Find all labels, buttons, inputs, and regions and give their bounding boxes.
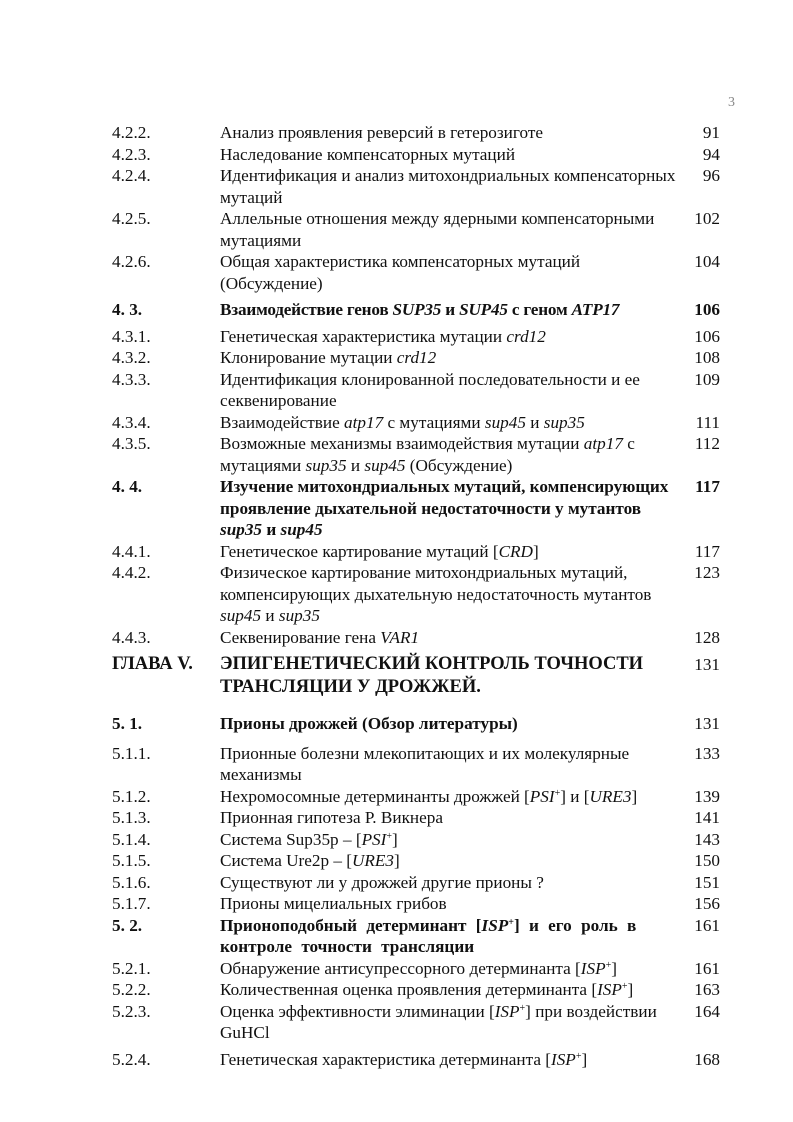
toc-entry-4-2-3: [112, 144, 722, 166]
entry-number: 5.1.2.: [112, 786, 151, 806]
entry-title: Взаимодействие генов SUP35 и SUP45 с геном ATP17: [220, 300, 620, 319]
toc-section-5-2: [112, 915, 722, 958]
toc-entry-4-2-6: [112, 251, 722, 294]
entry-number: 5. 2.: [112, 915, 143, 935]
entry-page: 164: [694, 1001, 720, 1021]
toc-entry-5-2-4: [112, 1049, 722, 1071]
toc-entry-5-2-1: [112, 958, 722, 980]
entry-page: 117: [695, 477, 720, 496]
entry-title: Прионоподобный детерминант [ISP+] и его роль в контроле точности трансляции: [220, 915, 637, 956]
toc-entry-5-1-6: [112, 872, 722, 894]
toc-entry-4-3-3: [112, 369, 722, 412]
entry-page: 161: [694, 915, 720, 935]
chapter-number: ГЛАВА V.: [112, 654, 193, 674]
entry-number: 4. 3.: [112, 300, 143, 319]
toc-entry-4-2-2: [112, 122, 722, 144]
page-number: 3: [728, 95, 735, 110]
entry-title: Существуют ли у дрожжей другие прионы ?: [220, 872, 544, 892]
toc-entry-5-1-1: [112, 743, 722, 786]
entry-page: 128: [694, 627, 720, 647]
entry-number: 5.1.5.: [112, 851, 151, 870]
entry-number: 5.1.7.: [112, 894, 151, 913]
entry-title: Оценка эффективности элиминации [ISP+] при воздействии GuHCl: [220, 1001, 657, 1042]
entry-number: 4.2.6.: [112, 252, 151, 271]
toc-entry-5-2-2: [112, 979, 722, 1001]
entry-number: 4.3.5.: [112, 434, 151, 453]
entry-page: 123: [694, 563, 720, 582]
entry-page: 143: [694, 829, 720, 849]
toc-entry-5-1-3: [112, 807, 722, 829]
toc-entry-5-1-2: [112, 786, 722, 808]
entry-number: 4.4.3.: [112, 627, 151, 647]
chapter-page: 131: [694, 655, 720, 674]
entry-title: Анализ проявления реверсий в гетерозиготе: [220, 123, 543, 142]
entry-title: Возможные механизмы взаимодействия мутации atp17 с мутациями sup35 и sup45 (Обсуждение): [220, 434, 635, 475]
entry-page: 96: [702, 166, 720, 185]
entry-number: 4. 4.: [112, 477, 143, 496]
entry-number: 5.2.1.: [112, 958, 151, 978]
entry-number: 4.3.4.: [112, 412, 151, 432]
entry-title: Система Ure2p – [URE3]: [220, 851, 400, 870]
chapter-title: ЭПИГЕНЕТИЧЕСКИЙ КОНТРОЛЬ ТОЧНОСТИ ТРАНСЛЯЦИИ У ДРОЖЖЕЙ.: [220, 654, 644, 697]
entry-number: 4.3.2.: [112, 348, 151, 367]
toc-entry-5-1-7: [112, 893, 722, 915]
entry-number: 4.2.2.: [112, 123, 151, 142]
entry-title: Общая характеристика компенсаторных мутаций (Обсуждение): [220, 252, 581, 293]
toc-entry-4-3-4: [112, 412, 722, 434]
entry-title: Генетическая характеристика мутации crd12: [220, 326, 546, 346]
entry-title: Прионная гипотеза Р. Викнера: [220, 808, 443, 827]
entry-number: 4.4.2.: [112, 563, 151, 582]
entry-page: 108: [694, 348, 720, 367]
entry-title: Взаимодействие atp17 с мутациями sup45 и sup35: [220, 412, 585, 432]
entry-number: 5. 1.: [112, 714, 143, 733]
entry-page: 102: [694, 209, 720, 228]
toc-entry-4-4-3: [112, 627, 722, 649]
entry-title: Система Sup35p – [PSI+]: [220, 829, 398, 849]
entry-page: 117: [694, 541, 720, 561]
toc-section-4-3: [112, 299, 722, 321]
entry-title: Изучение митохондриальных мутаций, компенсирующих проявление дыхательной недостаточности у мутантов sup35 и sup45: [220, 477, 669, 539]
entry-page: 94: [702, 144, 720, 164]
entry-page: 106: [694, 300, 720, 319]
entry-title: Физическое картирование митохондриальных мутаций, компенсирующих дыхательную недостаточность мутантов sup45 и sup35: [220, 563, 652, 625]
entry-number: 5.1.6.: [112, 872, 151, 892]
toc-entry-4-4-2: [112, 562, 722, 627]
entry-number: 4.2.3.: [112, 144, 151, 164]
toc-entry-4-2-4: [112, 165, 722, 208]
entry-title: Нехромосомные детерминанты дрожжей [PSI+] и [URE3]: [220, 786, 638, 806]
entry-page: 163: [694, 980, 720, 999]
entry-page: 109: [694, 369, 720, 389]
entry-number: 5.2.2.: [112, 980, 151, 999]
entry-page: 150: [694, 851, 720, 870]
entry-page: 156: [694, 894, 720, 913]
toc-entry-4-2-5: [112, 208, 722, 251]
entry-page: 161: [694, 958, 720, 978]
toc-chapter-5: [112, 653, 722, 699]
entry-title: Обнаружение антисупрессорного детерминанта [ISP+]: [220, 958, 617, 978]
entry-title: Количественная оценка проявления детерминанта [ISP+]: [220, 980, 634, 999]
entry-number: 4.2.5.: [112, 209, 151, 228]
toc-section-4-4: [112, 476, 722, 541]
entry-number: 5.2.3.: [112, 1001, 151, 1021]
entry-title: Генетическая характеристика детерминанта [ISP+]: [220, 1049, 588, 1069]
entry-number: 5.1.3.: [112, 808, 151, 827]
entry-page: 112: [694, 434, 720, 453]
entry-title: Прионы дрожжей (Обзор литературы): [220, 714, 518, 733]
entry-number: 4.4.1.: [112, 541, 151, 561]
entry-title: Идентификация клонированной последовательности и ее секвенирование: [220, 369, 640, 410]
toc-entry-4-3-2: [112, 347, 722, 369]
entry-number: 5.1.1.: [112, 743, 151, 763]
entry-title: Секвенирование гена VAR1: [220, 627, 420, 647]
entry-number: 5.2.4.: [112, 1049, 151, 1069]
entry-number: 4.2.4.: [112, 166, 151, 185]
entry-title: Прионные болезни млекопитающих и их молекулярные механизмы: [220, 743, 630, 784]
entry-title: Клонирование мутации crd12: [220, 348, 437, 367]
entry-title: Прионы мицелиальных грибов: [220, 894, 447, 913]
entry-number: 4.3.1.: [112, 326, 151, 346]
entry-number: 4.3.3.: [112, 369, 151, 389]
entry-page: 151: [694, 872, 720, 892]
entry-page: 106: [694, 326, 720, 346]
entry-page: 111: [695, 412, 720, 432]
toc-entry-5-1-5: [112, 850, 722, 872]
toc-entry-4-3-5: [112, 433, 722, 476]
entry-title: Аллельные отношения между ядерными компенсаторными мутациями: [220, 209, 655, 250]
toc-section-5-1: [112, 713, 722, 735]
entry-page: 91: [702, 123, 720, 142]
toc-entry-4-3-1: [112, 326, 722, 348]
entry-page: 104: [694, 252, 720, 271]
table-of-contents: [112, 122, 722, 1070]
entry-title: Идентификация и анализ митохондриальных компенсаторных мутаций: [220, 166, 676, 207]
entry-page: 133: [694, 743, 720, 763]
toc-entry-4-4-1: [112, 541, 722, 563]
entry-page: 141: [694, 808, 720, 827]
entry-title: Генетическое картирование мутаций [CRD]: [220, 541, 539, 561]
entry-page: 131: [694, 714, 720, 733]
entry-page: 139: [694, 786, 720, 806]
toc-entry-5-2-3: [112, 1001, 722, 1044]
toc-entry-5-1-4: [112, 829, 722, 851]
entry-title: Наследование компенсаторных мутаций: [220, 144, 516, 164]
entry-number: 5.1.4.: [112, 829, 151, 849]
entry-page: 168: [694, 1049, 720, 1069]
